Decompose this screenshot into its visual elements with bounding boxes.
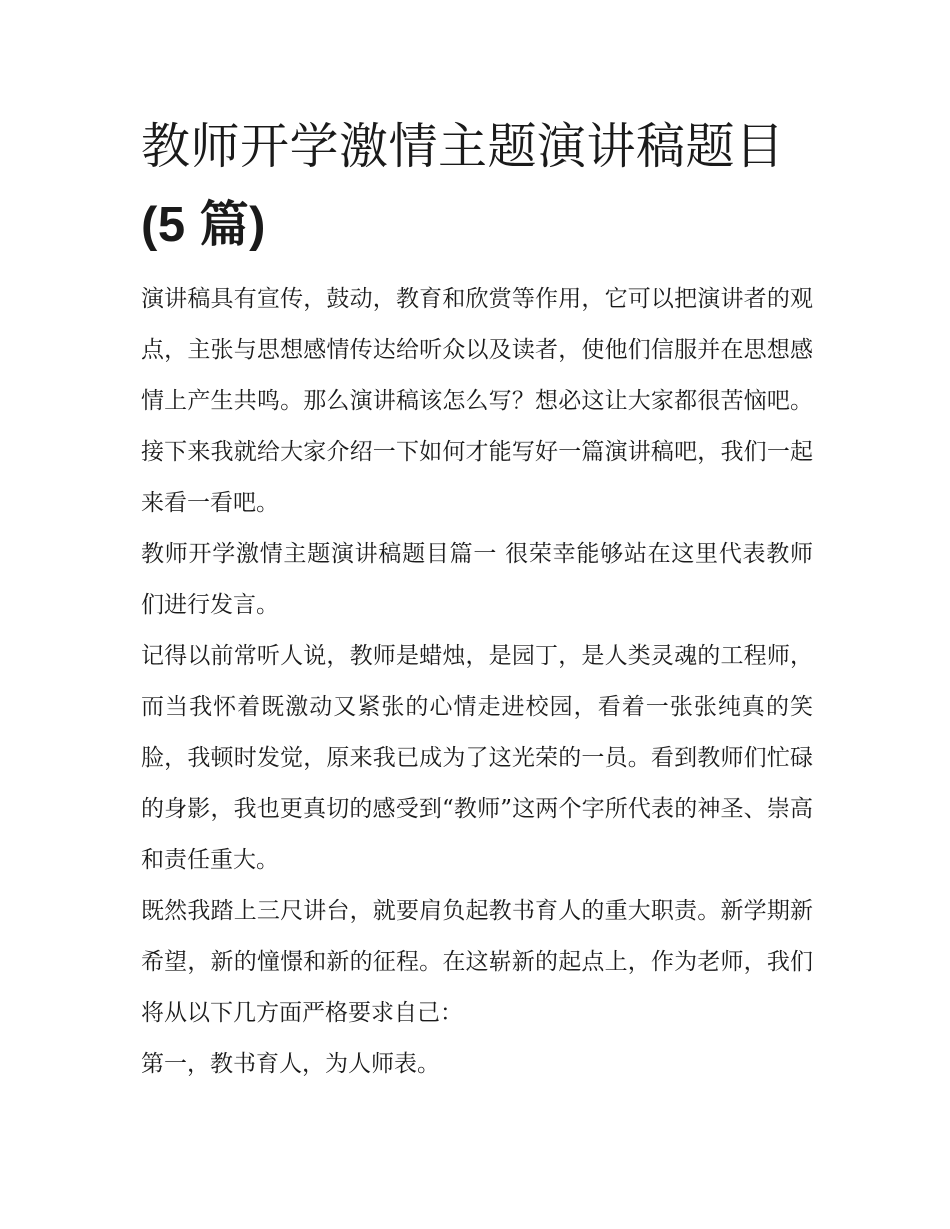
document-title [141,108,813,264]
document-content [141,108,813,1090]
title-suffix: (5 篇) [141,198,267,252]
paragraph-section-one-heading: 教师开学激情主题演讲稿题目篇一 很荣幸能够站在这里代表教师们进行发言。 [141,541,813,618]
title-text: 教师开学激情主题演讲稿题目 [141,118,785,175]
document-body [141,274,813,1090]
paragraph-new-semester: 既然我踏上三尺讲台，就要肩负起教书育人的重大职责。新学期新希望，新的憧憬和新的征程。在这崭新的起点上，作为老师，我们将从以下几方面严格要求自己： [141,898,813,1026]
paragraph-point-one: 第一，教书育人，为人师表。 [141,1051,440,1077]
paragraph-teacher-reflection: 记得以前常听人说，教师是蜡烛，是园丁，是人类灵魂的工程师，而当我怀着既激动又紧张的心情走进校园，看着一张张纯真的笑脸，我顿时发觉，原来我已成为了这光荣的一员。看到教师们忙碌的身影，我也更真切的感受到“教师”这两个字所代表的神圣、崇高和责任重大。 [141,643,813,873]
paragraph-intro: 演讲稿具有宣传，鼓动，教育和欣赏等作用，它可以把演讲者的观点，主张与思想感情传达给听众以及读者，使他们信服并在思想感情上产生共鸣。那么演讲稿该怎么写？想必这让大家都很苦恼吧。接下来我就给大家介绍一下如何才能写好一篇演讲稿吧，我们一起来看一看吧。 [141,286,813,516]
